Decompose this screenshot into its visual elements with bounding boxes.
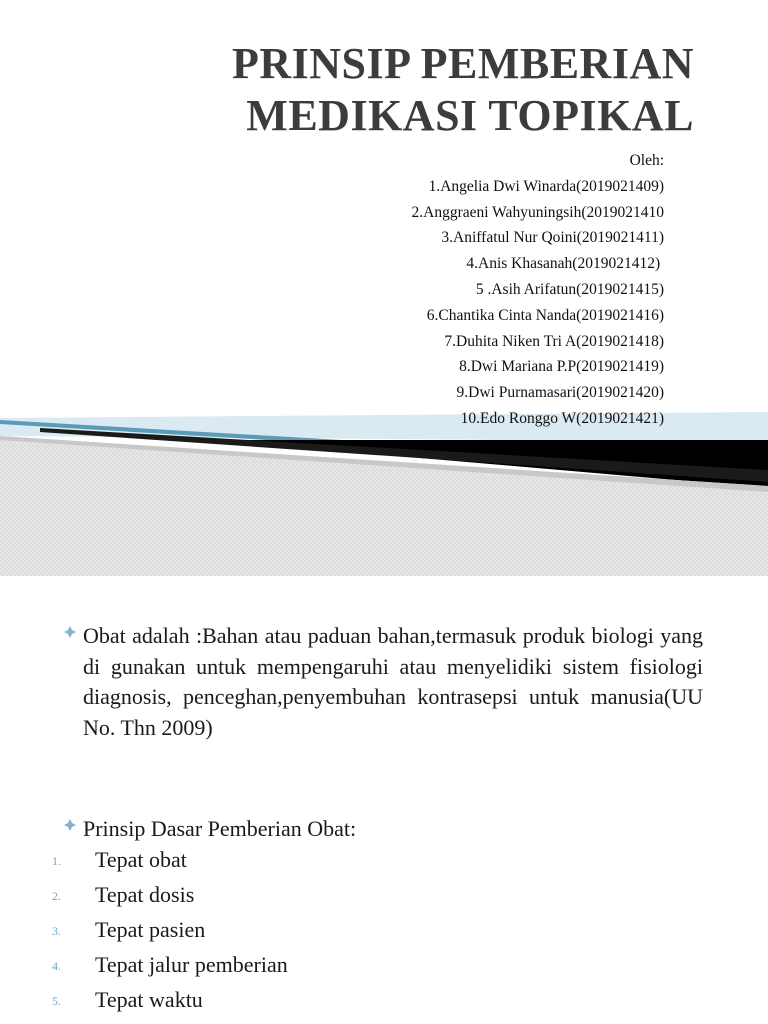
diamond-bullet-icon bbox=[63, 818, 77, 832]
list-number: 4. bbox=[52, 959, 61, 973]
list-number: 2. bbox=[52, 889, 61, 903]
title-line-1: PRINSIP PEMBERIAN bbox=[232, 39, 694, 88]
bullet-definition-text: Obat adalah :Bahan atau paduan bahan,termasuk produk biologi yang di gunakan untuk mempengaruhi atau menyelidiki sistem fisiologi diagnosis, penceghan,penyembuhan kontrasepsi untuk manusia(UU No. Thn 2009) bbox=[83, 623, 703, 740]
author-item: 1.Angelia Dwi Winarda(2019021409) bbox=[428, 177, 664, 195]
author-item: 8.Dwi Mariana P.P(2019021419) bbox=[459, 358, 664, 376]
author-item: 5 .Asih Arifatun(2019021415) bbox=[475, 280, 664, 298]
authors-list bbox=[412, 148, 664, 432]
author-item: 6.Chantika Cinta Nanda(2019021416) bbox=[426, 306, 664, 324]
bullet-principles bbox=[63, 814, 703, 845]
list-number: 1. bbox=[52, 854, 61, 868]
list-number: 5. bbox=[52, 994, 61, 1008]
author-item: 10.Edo Ronggo W(2019021421) bbox=[460, 409, 664, 427]
author-item: 9.Dwi Purnamasari(2019021420) bbox=[456, 384, 664, 402]
bullet-definition bbox=[63, 621, 703, 743]
author-item: 4.Anis Khasanah(2019021412) bbox=[466, 255, 664, 273]
title-line-2: MEDIKASI TOPIKAL bbox=[246, 91, 694, 140]
list-number: 3. bbox=[52, 924, 61, 938]
author-item: 2.Anggraeni Wahyuningsih(2019021410 bbox=[411, 203, 664, 221]
list-item-text: Tepat obat bbox=[95, 847, 187, 872]
diamond-bullet-icon bbox=[63, 625, 77, 639]
author-item: 7.Duhita Niken Tri A(2019021418) bbox=[444, 332, 664, 350]
slide-title bbox=[232, 38, 694, 142]
list-item-text: Tepat jalur pemberian bbox=[95, 952, 288, 977]
authors-label: Oleh: bbox=[629, 152, 664, 169]
bullet-principles-text: Prinsip Dasar Pemberian Obat: bbox=[83, 816, 357, 841]
list-item-text: Tepat pasien bbox=[95, 917, 206, 942]
list-item-text: Tepat waktu bbox=[95, 987, 203, 1012]
list-item-text: Tepat dosis bbox=[95, 882, 195, 907]
author-item: 3.Aniffatul Nur Qoini(2019021411) bbox=[441, 229, 664, 247]
